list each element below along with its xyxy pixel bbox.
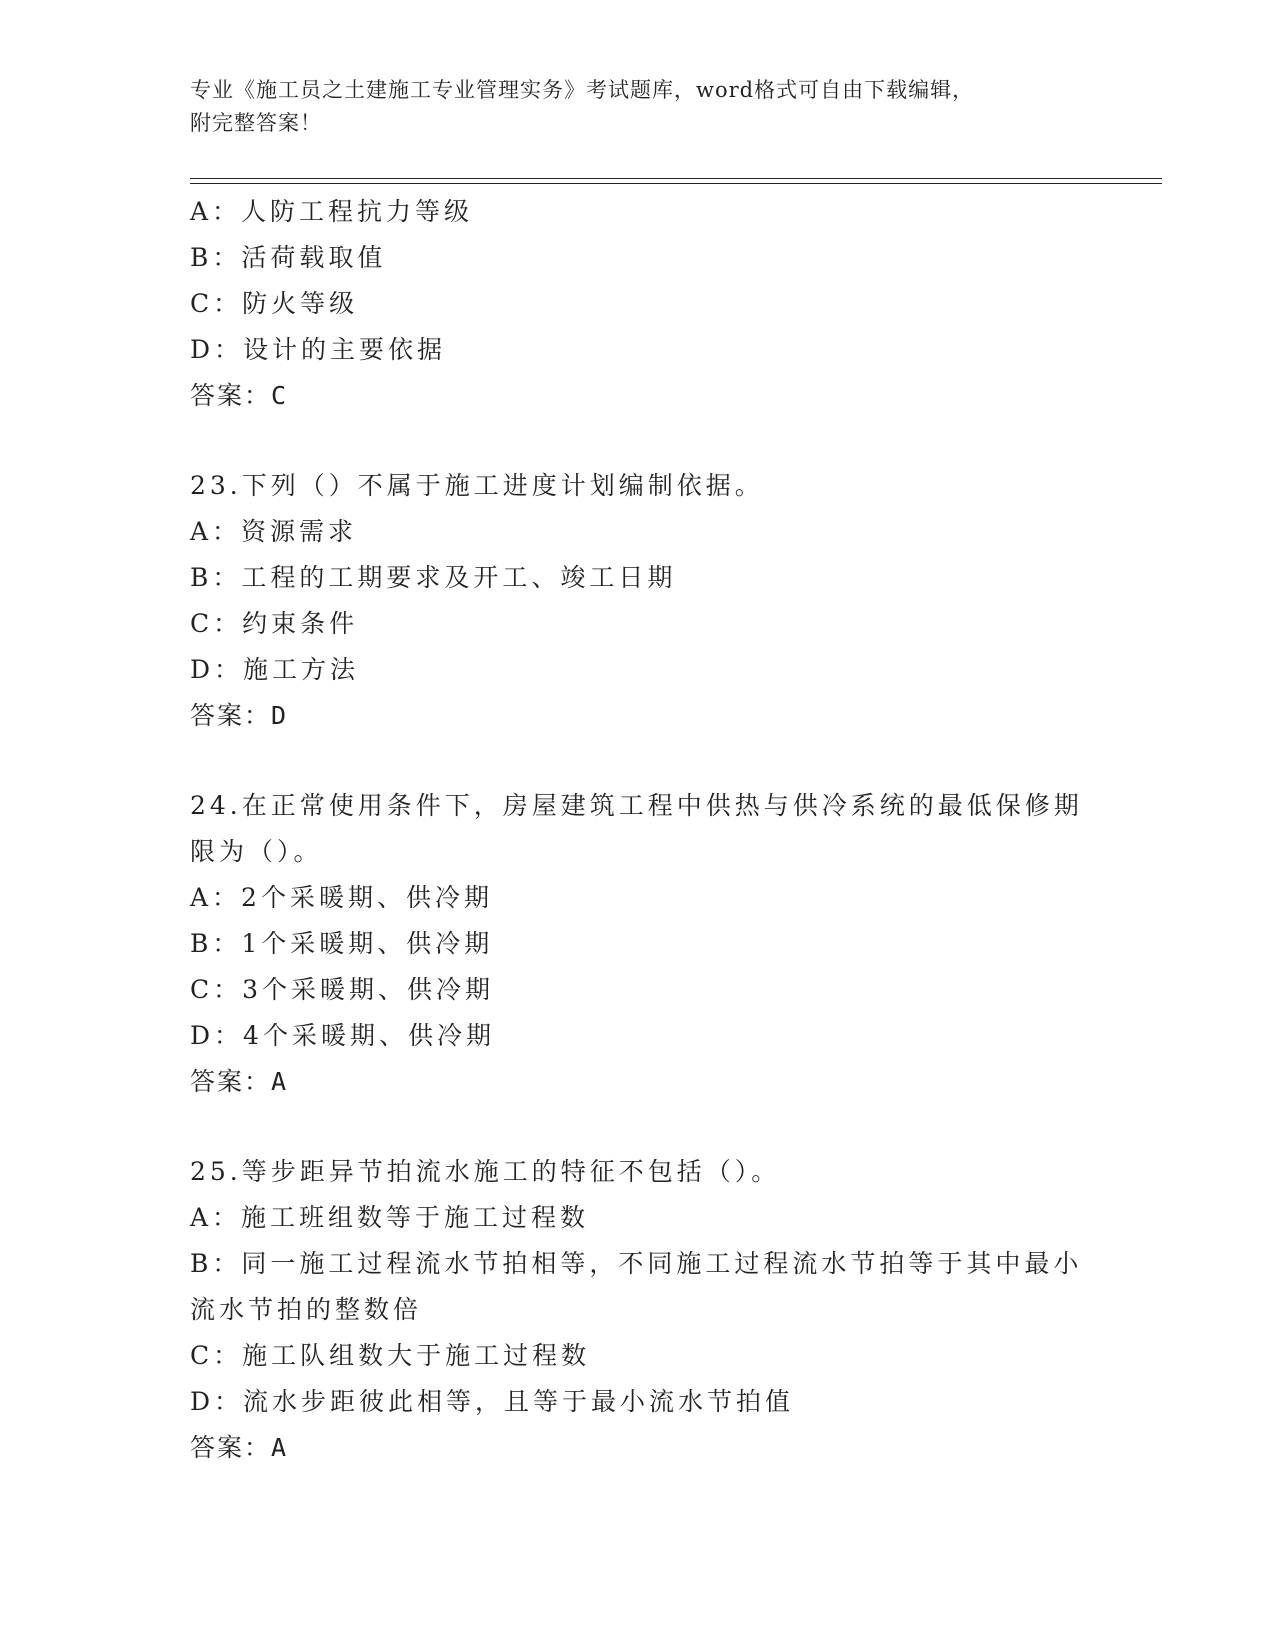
option-d: D：设计的主要依据 xyxy=(190,335,447,364)
option-d: D：4个采暖期、供冷期 xyxy=(190,1021,495,1050)
answer-label: 答案： xyxy=(190,1067,272,1096)
question-spacer xyxy=(190,739,1090,783)
header-line-2: 附完整答案！ xyxy=(190,111,322,135)
option-b: B：工程的工期要求及开工、竣工日期 xyxy=(190,563,677,592)
question-spacer xyxy=(190,1105,1090,1149)
answer-line xyxy=(190,1059,1090,1105)
question-22-fragment xyxy=(190,189,1090,419)
answer-value: A xyxy=(271,1067,289,1096)
answer-value: C xyxy=(271,381,289,410)
option-c: C：防火等级 xyxy=(190,289,359,318)
option-a: A：2个采暖期、供冷期 xyxy=(190,883,493,912)
option-a: A：人防工程抗力等级 xyxy=(190,197,474,226)
answer-line xyxy=(190,1425,1090,1471)
option-a: A：资源需求 xyxy=(190,517,358,546)
option-a: A：施工班组数等于施工过程数 xyxy=(190,1203,590,1232)
question-list xyxy=(190,189,1090,1471)
question-23 xyxy=(190,463,1090,739)
document-header xyxy=(190,74,1070,140)
question-stem: 23.下列（）不属于施工进度计划编制依据。 xyxy=(190,471,764,500)
answer-value: A xyxy=(271,1433,289,1462)
option-b: B：活荷载取值 xyxy=(190,243,387,272)
header-divider-thick xyxy=(190,178,1162,179)
header-line-1: 专业《施工员之土建施工专业管理实务》考试题库，word格式可自由下载编辑， xyxy=(190,78,975,102)
option-c: C：3个采暖期、供冷期 xyxy=(190,975,495,1004)
question-stem: 25.等步距异节拍流水施工的特征不包括（）。 xyxy=(190,1157,781,1186)
answer-label: 答案： xyxy=(190,1433,272,1462)
question-spacer xyxy=(190,419,1090,463)
option-c: C：施工队组数大于施工过程数 xyxy=(190,1341,591,1370)
question-25 xyxy=(190,1149,1090,1471)
option-b: B：同一施工过程流水节拍相等，不同施工过程流水节拍等于其中最小 xyxy=(190,1249,1083,1278)
question-stem: 24.在正常使用条件下，房屋建筑工程中供热与供冷系统的最低保修期 xyxy=(190,791,1083,820)
header-divider-thin xyxy=(190,183,1162,184)
answer-line xyxy=(190,693,1090,739)
question-stem-continued: 限为（）。 xyxy=(190,837,323,866)
question-24 xyxy=(190,783,1090,1105)
answer-line xyxy=(190,373,1090,419)
option-b-continued: 流水节拍的整数倍 xyxy=(190,1295,423,1324)
answer-label: 答案： xyxy=(190,381,272,410)
option-d: D：流水步距彼此相等，且等于最小流水节拍值 xyxy=(190,1387,795,1416)
answer-value: D xyxy=(271,701,289,730)
answer-label: 答案： xyxy=(190,701,272,730)
option-c: C：约束条件 xyxy=(190,609,359,638)
option-d: D：施工方法 xyxy=(190,655,360,684)
option-b: B：1个采暖期、供冷期 xyxy=(190,929,494,958)
